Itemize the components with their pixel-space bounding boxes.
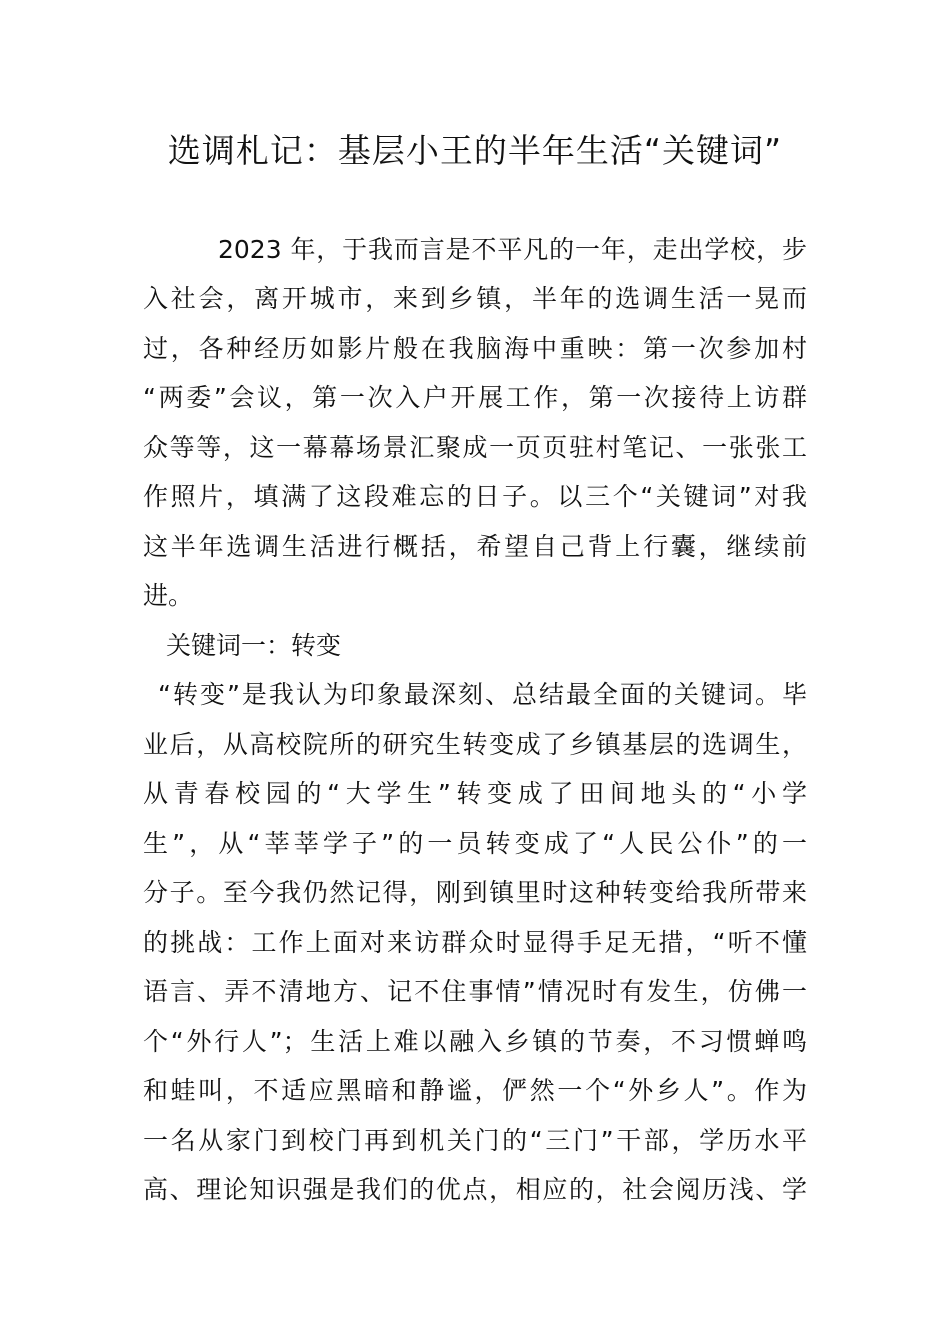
paragraph-line: 从青春校园的“大学生”转变成了田间地头的“小学 bbox=[143, 779, 807, 808]
paragraph-line: 的挑战：工作上面对来访群众时显得手足无措，“听不懂 bbox=[143, 928, 807, 957]
paragraph-line: 业后，从高校院所的研究生转变成了乡镇基层的选调生， bbox=[143, 730, 807, 759]
paragraph-line: 2023 年，于我而言是不平凡的一年，走出学校，步 bbox=[218, 235, 807, 264]
paragraph-line: 众等等，这一幕幕场景汇聚成一页页驻村笔记、一张张工 bbox=[143, 433, 807, 462]
section-heading: 关键词一：转变 bbox=[166, 631, 342, 660]
paragraph-line: 和蛙叫，不适应黑暗和静谧，俨然一个“外乡人”。作为 bbox=[143, 1076, 807, 1105]
paragraph-line: “转变”是我认为印象最深刻、总结最全面的关键词。毕 bbox=[158, 680, 807, 709]
paragraph-line: 生”，从“莘莘学子”的一员转变成了“人民公仆”的一 bbox=[143, 829, 807, 858]
paragraph-line: 作照片，填满了这段难忘的日子。以三个“关键词”对我 bbox=[143, 482, 807, 511]
paragraph-line: 高、理论知识强是我们的优点，相应的，社会阅历浅、学 bbox=[143, 1175, 807, 1204]
paragraph-line: 进。 bbox=[143, 581, 194, 610]
paragraph-line: “两委”会议，第一次入户开展工作，第一次接待上访群 bbox=[143, 383, 807, 412]
document-title: 选调札记：基层小王的半年生活“关键词” bbox=[167, 131, 783, 170]
paragraph-line: 分子。至今我仍然记得，刚到镇里时这种转变给我所带来 bbox=[143, 878, 807, 907]
paragraph-line: 一名从家门到校门再到机关门的“三门”干部，学历水平 bbox=[143, 1126, 807, 1155]
paragraph-line: 个“外行人”；生活上难以融入乡镇的节奏，不习惯蝉鸣 bbox=[143, 1027, 807, 1056]
paragraph-line: 这半年选调生活进行概括，希望自己背上行囊，继续前 bbox=[143, 532, 807, 561]
paragraph-line: 语言、弄不清地方、记不住事情”情况时有发生，仿佛一 bbox=[143, 977, 807, 1006]
paragraph-line: 过，各种经历如影片般在我脑海中重映：第一次参加村 bbox=[143, 334, 807, 363]
paragraph-line: 入社会，离开城市，来到乡镇，半年的选调生活一晃而 bbox=[143, 284, 807, 313]
